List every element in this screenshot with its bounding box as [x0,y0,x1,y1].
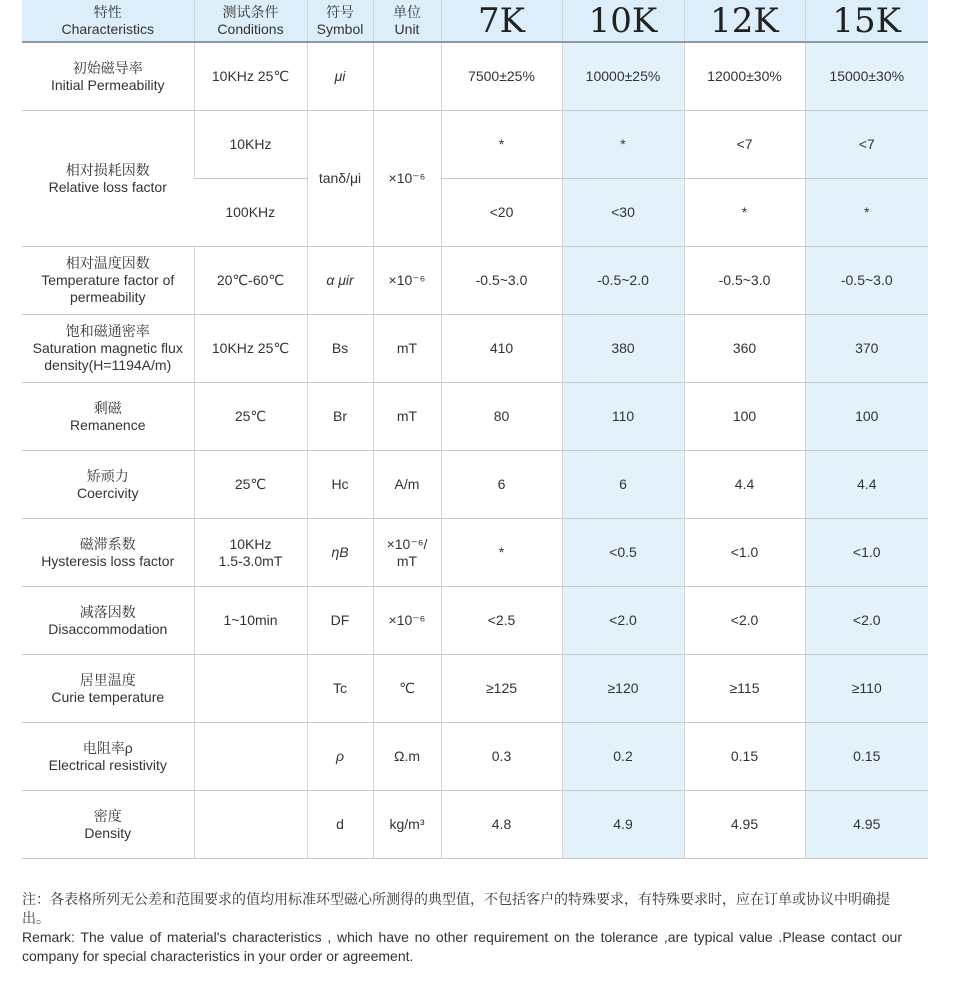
characteristic-cell: 电阻率ρ Electrical resistivity [22,723,194,791]
value-12k: 0.15 [684,723,805,791]
row-relative-loss-10khz [22,111,928,179]
condition-cell: 100KHz [194,179,307,247]
header-conditions: 测试条件 Conditions [194,0,307,42]
condition-cell: 1~10min [194,587,307,655]
row-hysteresis-loss [22,519,928,587]
value-7k: 410 [441,315,562,383]
value-10k: -0.5~2.0 [562,247,684,315]
symbol-cell: ηB [307,519,373,587]
unit-cell: ℃ [373,655,441,723]
row-curie-temperature [22,655,928,723]
value-7k: <20 [441,179,562,247]
value-7k: ≥125 [441,655,562,723]
row-coercivity [22,451,928,519]
unit-cell: mT [373,315,441,383]
material-spec-table [22,0,928,859]
value-12k: 4.95 [684,791,805,859]
value-7k: <2.5 [441,587,562,655]
value-10k: <2.0 [562,587,684,655]
value-10k: ≥120 [562,655,684,723]
symbol-cell: Tc [307,655,373,723]
value-12k: 4.4 [684,451,805,519]
value-15k: <7 [805,111,928,179]
value-15k: -0.5~3.0 [805,247,928,315]
unit-cell: Ω.m [373,723,441,791]
value-7k: 80 [441,383,562,451]
characteristic-cell: 矫顽力 Coercivity [22,451,194,519]
value-15k: 0.15 [805,723,928,791]
row-density [22,791,928,859]
condition-cell [194,791,307,859]
value-15k: 4.95 [805,791,928,859]
characteristic-cell: 饱和磁通密率 Saturation magnetic flux density(H=1194A/m) [22,315,194,383]
characteristic-cell: 密度 Density [22,791,194,859]
value-12k: ≥115 [684,655,805,723]
value-15k: <2.0 [805,587,928,655]
unit-cell: A/m [373,451,441,519]
unit-cell [373,42,441,111]
value-7k: * [441,519,562,587]
value-12k: 360 [684,315,805,383]
unit-cell: ×10⁻⁶ [373,247,441,315]
symbol-cell: α μir [307,247,373,315]
value-7k: 4.8 [441,791,562,859]
characteristic-cell: 相对温度因数 Temperature factor of permeability [22,247,194,315]
condition-cell: 20℃-60℃ [194,247,307,315]
condition-cell: 10KHz 25℃ [194,42,307,111]
value-7k: -0.5~3.0 [441,247,562,315]
row-disaccommodation [22,587,928,655]
value-7k: 6 [441,451,562,519]
value-15k: 4.4 [805,451,928,519]
value-12k: <2.0 [684,587,805,655]
grade-12k: 12K [684,0,805,42]
remarks-section [22,890,902,966]
value-12k: -0.5~3.0 [684,247,805,315]
condition-cell [194,723,307,791]
characteristic-cell: 减落因数 Disaccommodation [22,587,194,655]
value-12k: <7 [684,111,805,179]
unit-cell: ×10⁻⁶/ mT [373,519,441,587]
row-remanence [22,383,928,451]
condition-cell: 10KHz 25℃ [194,315,307,383]
value-15k: 15000±30% [805,42,928,111]
value-12k: * [684,179,805,247]
value-15k: ≥110 [805,655,928,723]
unit-cell: ×10⁻⁶ [373,587,441,655]
symbol-cell: DF [307,587,373,655]
characteristic-cell: 相对损耗因数 Relative loss factor [22,111,194,247]
symbol-cell: Hc [307,451,373,519]
value-15k: 370 [805,315,928,383]
value-7k: 7500±25% [441,42,562,111]
value-7k: 0.3 [441,723,562,791]
unit-cell: kg/m³ [373,791,441,859]
header-unit: 单位 Unit [373,0,441,42]
condition-cell: 25℃ [194,451,307,519]
condition-cell: 10KHz [194,111,307,179]
row-temperature-factor [22,247,928,315]
row-saturation-flux [22,315,928,383]
value-12k: 100 [684,383,805,451]
symbol-cell: ρ [307,723,373,791]
value-10k: 4.9 [562,791,684,859]
symbol-cell: tanδ/μi [307,111,373,247]
characteristic-cell: 居里温度 Curie temperature [22,655,194,723]
value-12k: <1.0 [684,519,805,587]
condition-cell: 25℃ [194,383,307,451]
value-10k: <0.5 [562,519,684,587]
value-12k: 12000±30% [684,42,805,111]
header-symbol: 符号 Symbol [307,0,373,42]
grade-7k: 7K [441,0,562,42]
value-10k: 110 [562,383,684,451]
row-initial-permeability [22,42,928,111]
grade-15k: 15K [805,0,928,42]
condition-cell: 10KHz 1.5-3.0mT [194,519,307,587]
value-15k: * [805,179,928,247]
header-row [22,0,928,42]
characteristic-cell: 初始磁导率 Initial Permeability [22,42,194,111]
value-15k: <1.0 [805,519,928,587]
remark-english: Remark: The value of material's characteristics , which have no other requirement on the tolerance ,are typical value .Please contact our company for special characteristics in your order or agreement. [22,929,902,964]
value-15k: 100 [805,383,928,451]
value-10k: 6 [562,451,684,519]
value-10k: 10000±25% [562,42,684,111]
value-10k: <30 [562,179,684,247]
symbol-cell: μi [307,42,373,111]
grade-10k: 10K [562,0,684,42]
symbol-cell: Bs [307,315,373,383]
unit-cell: mT [373,383,441,451]
symbol-cell: Br [307,383,373,451]
row-electrical-resistivity [22,723,928,791]
header-characteristics: 特性 Characteristics [22,0,194,42]
remark-chinese: 注：各表格所列无公差和范围要求的值均用标准环型磁心所测得的典型值，不包括客户的特殊要求，有特殊要求时，应在订单或协议中明确提出。 [22,891,890,926]
value-10k: 0.2 [562,723,684,791]
characteristic-cell: 磁滞系数 Hysteresis loss factor [22,519,194,587]
condition-cell [194,655,307,723]
characteristic-cell: 剩磁 Remanence [22,383,194,451]
symbol-cell: d [307,791,373,859]
value-7k: * [441,111,562,179]
value-10k: 380 [562,315,684,383]
unit-cell: ×10⁻⁶ [373,111,441,247]
value-10k: * [562,111,684,179]
